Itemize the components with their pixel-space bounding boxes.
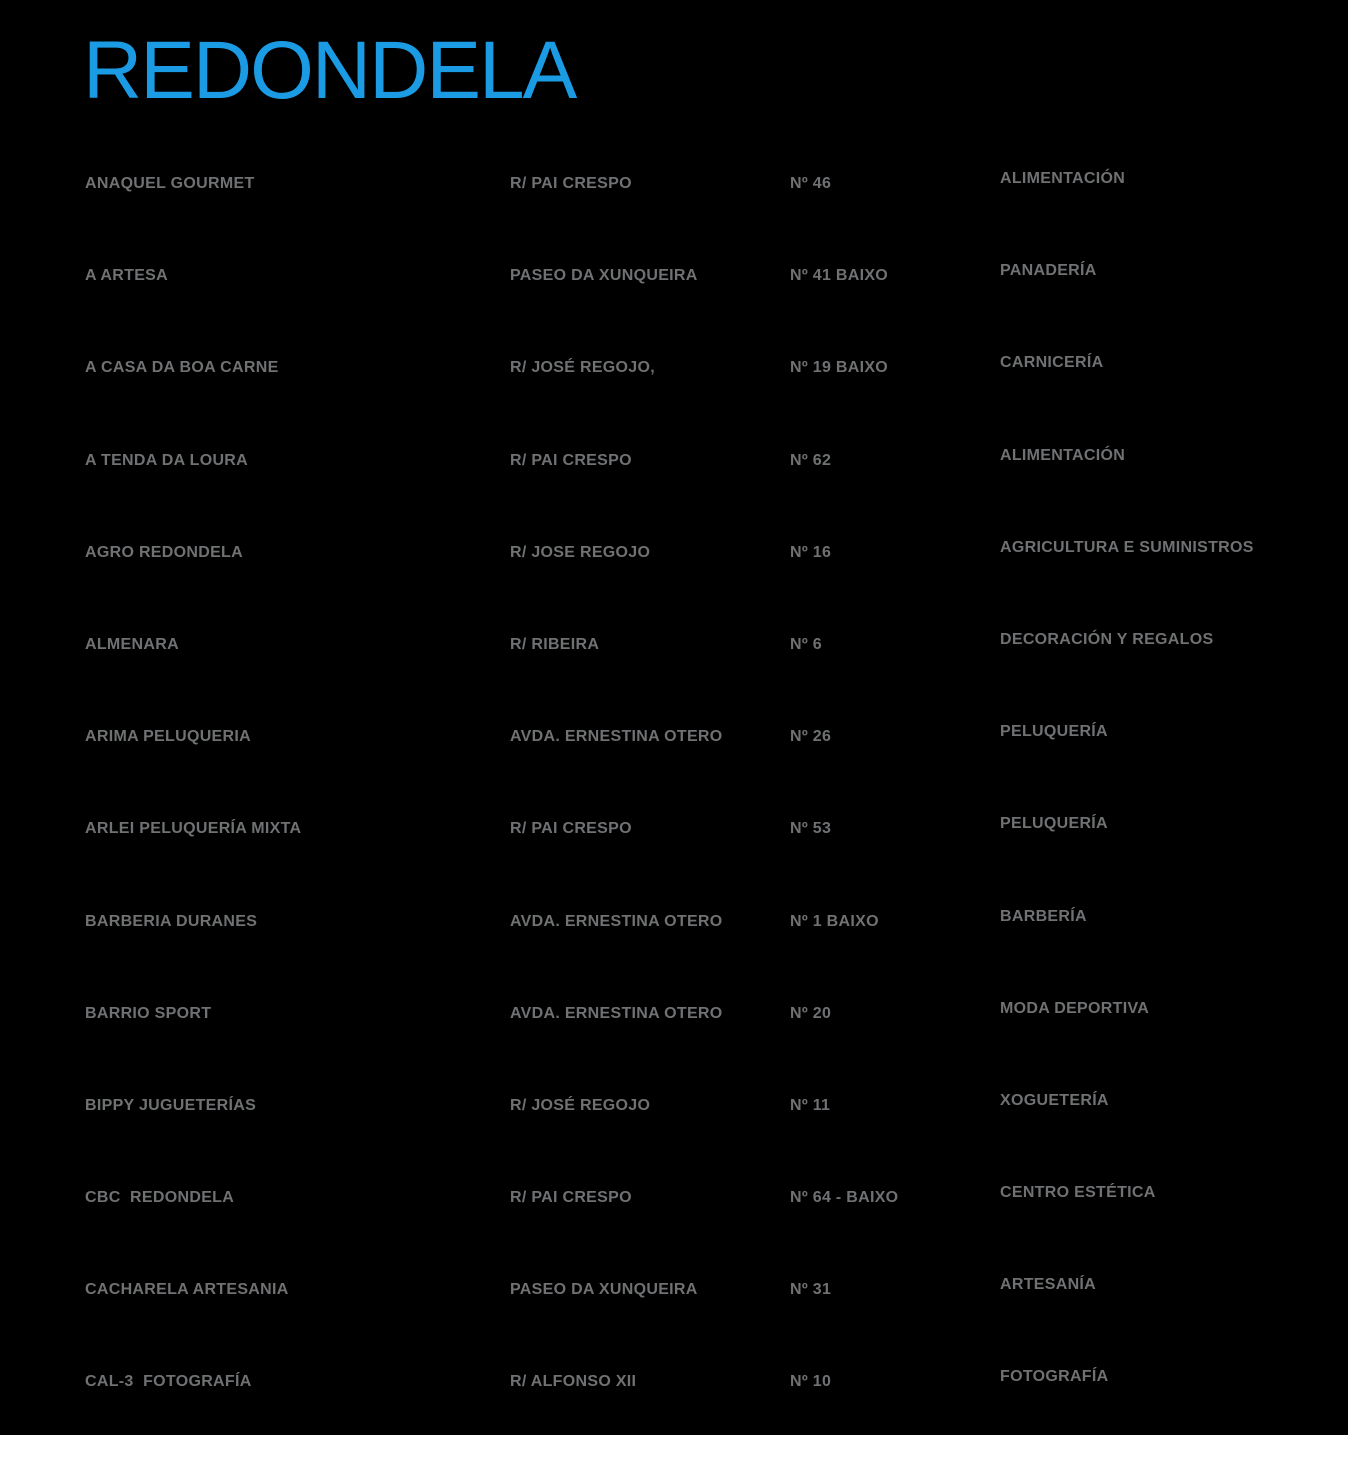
business-number: Nº 41 BAIXO <box>790 267 889 285</box>
business-number: Nº 20 <box>790 1004 832 1022</box>
business-category: PELUQUERÍA <box>1000 723 1108 741</box>
business-street: R/ JOSÉ REGOJO <box>510 1096 651 1114</box>
business-number: Nº 53 <box>790 820 832 838</box>
business-number: Nº 31 <box>790 1281 832 1299</box>
business-street: R/ PAI CRESPO <box>510 1189 632 1207</box>
business-street: R/ PAI CRESPO <box>510 175 632 192</box>
business-category: ALIMENTACIÓN <box>1000 446 1126 464</box>
business-street: AVDA. ERNESTINA OTERO <box>510 728 723 746</box>
table-row <box>85 907 1348 1005</box>
table-row <box>85 1368 1348 1465</box>
page-title: REDONDELA <box>83 25 576 116</box>
business-number: Nº 1 BAIXO <box>790 912 879 930</box>
business-street: R/ JOSE REGOJO <box>510 543 651 561</box>
business-number: Nº 46 <box>790 175 832 192</box>
business-number: Nº 64 - BAIXO <box>790 1189 899 1207</box>
table-row <box>85 446 1348 544</box>
table-row <box>85 1091 1348 1189</box>
business-name: BARBERIA DURANES <box>85 912 258 930</box>
business-street: AVDA. ERNESTINA OTERO <box>510 1004 723 1022</box>
business-category: CENTRO ESTÉTICA <box>1000 1184 1156 1202</box>
business-number: Nº 11 <box>790 1096 831 1114</box>
business-street: R/ PAI CRESPO <box>510 451 632 469</box>
business-category: ARTESANÍA <box>1000 1276 1097 1294</box>
business-category: MODA DEPORTIVA <box>1000 999 1150 1017</box>
business-category: ALIMENTACIÓN <box>1000 170 1126 187</box>
business-name: A ARTESA <box>85 267 168 285</box>
business-name: ANAQUEL GOURMET <box>85 175 255 192</box>
business-category: XOGUETERÍA <box>1000 1091 1109 1109</box>
table-row <box>85 262 1348 359</box>
business-number: Nº 26 <box>790 728 832 746</box>
business-category: BARBERÍA <box>1000 907 1087 925</box>
business-number: Nº 10 <box>790 1373 832 1391</box>
business-street: R/ ALFONSO XII <box>510 1373 637 1391</box>
business-number: Nº 19 BAIXO <box>790 359 889 377</box>
business-category: FOTOGRAFÍA <box>1000 1368 1109 1386</box>
business-street: PASEO DA XUNQUEIRA <box>510 267 698 285</box>
business-name: A CASA DA BOA CARNE <box>85 359 279 377</box>
business-name: BARRIO SPORT <box>85 1004 212 1022</box>
business-name: AGRO REDONDELA <box>85 543 243 561</box>
business-name: ALMENARA <box>85 635 179 653</box>
business-category: DECORACIÓN Y REGALOS <box>1000 630 1214 648</box>
table-row <box>85 630 1348 728</box>
business-name: BIPPY JUGUETERÍAS <box>85 1096 257 1114</box>
table-row <box>85 723 1348 820</box>
business-name: CBC REDONDELA <box>85 1189 235 1207</box>
business-category: PANADERÍA <box>1000 262 1097 280</box>
business-category: PELUQUERÍA <box>1000 815 1108 833</box>
business-name: ARIMA PELUQUERIA <box>85 728 251 746</box>
table-row <box>85 1276 1348 1373</box>
business-street: R/ PAI CRESPO <box>510 820 632 838</box>
business-name: CACHARELA ARTESANIA <box>85 1281 289 1299</box>
business-number: Nº 62 <box>790 451 832 469</box>
business-category: CARNICERÍA <box>1000 354 1104 372</box>
business-directory <box>85 170 1348 1466</box>
business-name: CAL-3 FOTOGRAFÍA <box>85 1373 252 1391</box>
table-row <box>85 354 1348 451</box>
business-street: R/ JOSÉ REGOJO, <box>510 359 655 377</box>
business-number: Nº 6 <box>790 635 822 653</box>
table-row <box>85 170 1348 267</box>
business-name: A TENDA DA LOURA <box>85 451 249 469</box>
business-street: AVDA. ERNESTINA OTERO <box>510 912 723 930</box>
table-row <box>85 1184 1348 1281</box>
table-row <box>85 815 1348 912</box>
table-row <box>85 999 1348 1097</box>
business-category: AGRICULTURA E SUMINISTROS <box>1000 538 1254 556</box>
business-street: R/ RIBEIRA <box>510 635 600 653</box>
business-street: PASEO DA XUNQUEIRA <box>510 1281 698 1299</box>
business-number: Nº 16 <box>790 543 832 561</box>
table-row <box>85 538 1348 636</box>
business-name: ARLEI PELUQUERÍA MIXTA <box>85 820 302 838</box>
